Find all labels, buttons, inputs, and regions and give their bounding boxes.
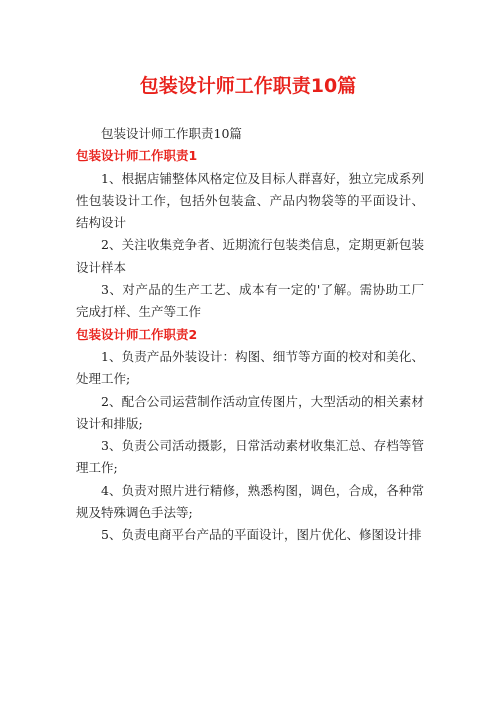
section-heading: 包装设计师工作职责1: [76, 148, 198, 164]
paragraph: 4、负责对照片进行精修，熟悉构图，调色，合成，各种常规及特殊调色手法等;: [76, 482, 424, 521]
paragraph: 1、根据店铺整体风格定位及目标人群喜好，独立完成系列性包装设计工作，包括外包装盒、产品内物袋等的平面设计、结构设计: [76, 170, 424, 231]
document-body: [76, 123, 424, 547]
intro-line: 包装设计师工作职责10篇: [101, 126, 242, 141]
section-heading: 包装设计师工作职责2: [76, 326, 198, 342]
paragraph: 3、对产品的生产工艺、成本有一定的'了解。需协助工厂完成打样、生产等工作: [76, 282, 424, 320]
paragraph: 5、负责电商平台产品的平面设计，图片优化、修图设计排: [101, 527, 422, 543]
document-title: 包装设计师工作职责10篇: [139, 75, 357, 97]
paragraph: 2、配合公司运营制作活动宣传图片，大型活动的相关素材设计和排版;: [76, 393, 424, 431]
paragraph: 2、关注收集竞争者、近期流行包装类信息，定期更新包装设计样本: [76, 237, 424, 275]
paragraph: 1、负责产品外装设计：构图、细节等方面的校对和美化、处理工作;: [76, 348, 424, 387]
paragraph: 3、负责公司活动摄影，日常活动素材收集汇总、存档等管理工作;: [76, 438, 424, 476]
